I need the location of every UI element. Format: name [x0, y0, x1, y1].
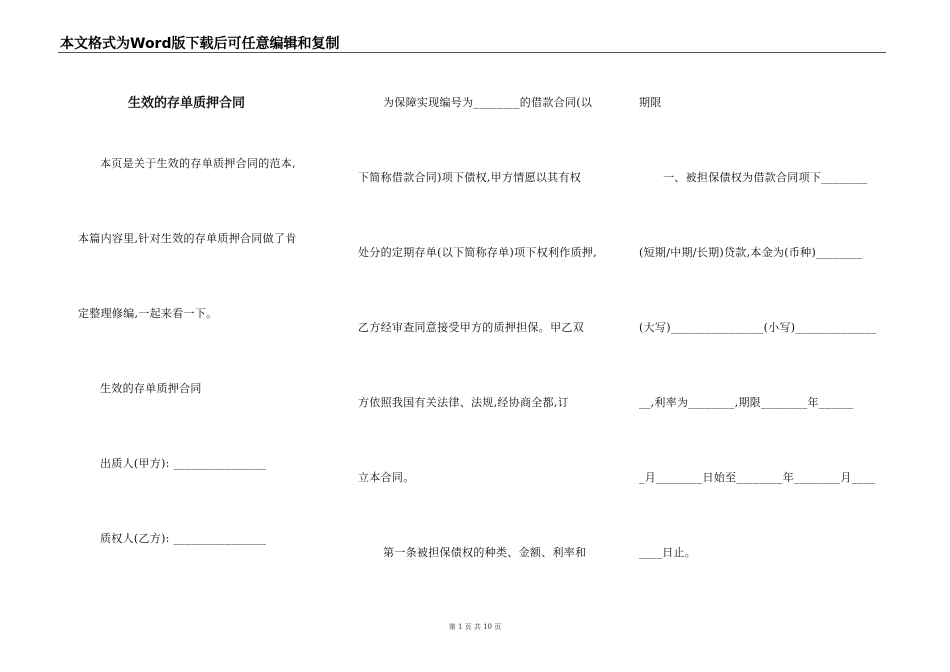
col3-line-3: (短期/中期/长期)贷款,本金为(币种)________	[639, 246, 863, 259]
col2-line-4: 乙方经审查同意接受甲方的质押担保。甲乙双	[358, 321, 584, 334]
col2-line-6: 立本合同。	[358, 471, 415, 484]
col2-line-3: 处分的定期存单(以下简称存单)项下权利作质押,	[358, 246, 597, 259]
col3-line-1: 期限	[639, 96, 662, 109]
col1-line-1: 本页是关于生效的存单质押合同的范本,	[100, 157, 296, 170]
col2-line-5: 方依照我国有关法律、法规,经协商全都,订	[358, 396, 569, 409]
col1-line-5: 出质人(甲方): ________________	[100, 457, 267, 470]
page-footer: 第 1 页 共 10 页	[448, 623, 502, 631]
col1-line-3: 定整理修编,一起来看一下。	[78, 307, 218, 320]
col3-line-2: 一、被担保债权为借款合同项下________	[663, 171, 868, 184]
col1-line-4: 生效的存单质押合同	[100, 382, 202, 395]
document-title: 生效的存单质押合同	[128, 96, 246, 111]
col3-line-4: (大写)________________(小写)______________	[639, 321, 877, 334]
col1-line-2: 本篇内容里,针对生效的存单质押合同做了肯	[78, 232, 297, 245]
col2-line-7: 第一条被担保债权的种类、金额、利率和	[383, 546, 587, 559]
col1-line-6: 质权人(乙方): ________________	[100, 532, 267, 545]
col2-line-2: 下简称借款合同)项下债权,甲方情愿以其有权	[358, 171, 582, 184]
col2-line-1: 为保障实现编号为________的借款合同(以	[383, 96, 593, 109]
col3-line-7: ____日止。	[639, 546, 697, 559]
header-divider	[58, 52, 886, 53]
col3-line-5: __,利率为________,期限________年______	[639, 396, 854, 409]
col3-line-6: _月________日始至________年________月____	[639, 471, 875, 484]
header-title: 本文格式为Word版下载后可任意编辑和复制	[60, 36, 340, 52]
